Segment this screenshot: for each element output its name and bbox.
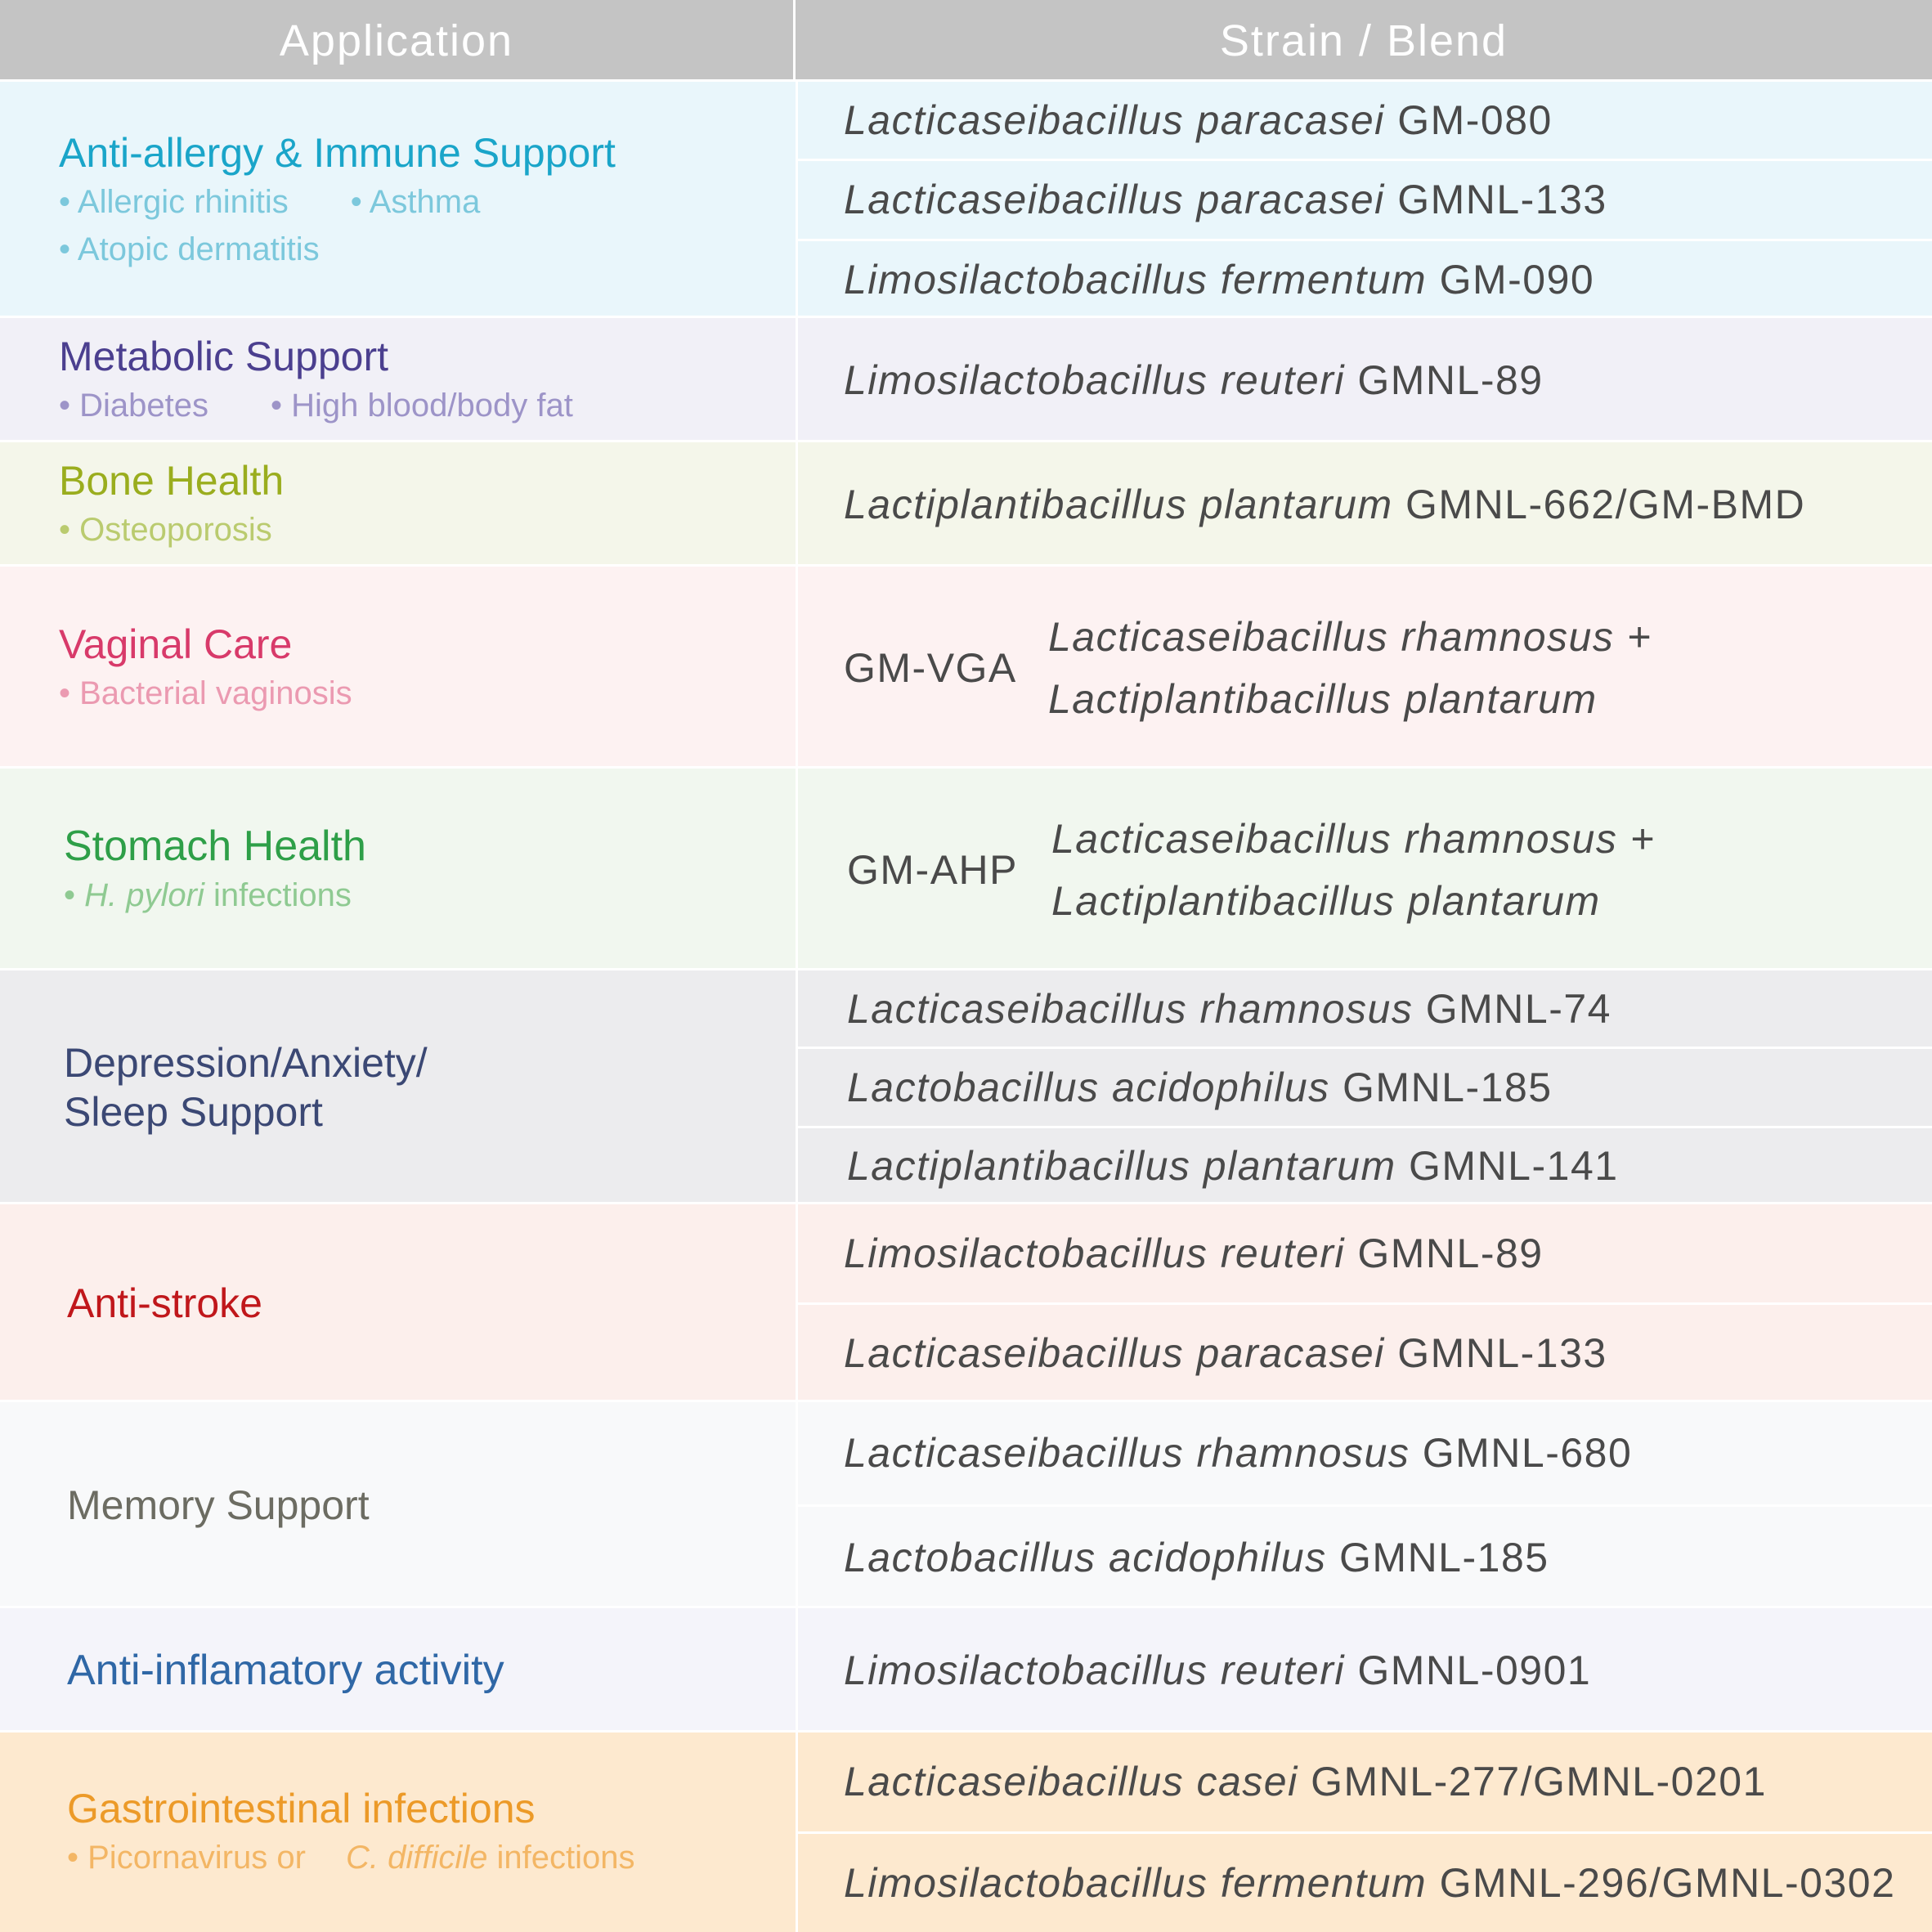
strain-row: Limosilactobacillus reuteri GMNL-89 (844, 357, 1544, 403)
strain-row: Lacticaseibacillus paracasei GM-080 (844, 97, 1553, 144)
column-header-application: Application (0, 0, 793, 82)
strain-cell (796, 318, 1932, 442)
strain-row: Limosilactobacillus fermentum GM-090 (798, 239, 1932, 318)
application-bullets (59, 670, 793, 716)
application-title: Bone Health (59, 458, 285, 504)
strain-row: Lactobacillus acidophilus GMNL-185 (798, 1504, 1932, 1609)
application-bullets (59, 383, 793, 428)
bullet-item: • Asthma (350, 183, 481, 220)
application-title: Depression/Anxiety/ (64, 1040, 428, 1086)
strain-cell (796, 1402, 1932, 1608)
application-cell (0, 1402, 793, 1608)
application-title-line2: Sleep Support (64, 1089, 323, 1135)
application-cell (0, 1204, 793, 1402)
blend-row (798, 769, 1932, 970)
bullet-item: • Bacterial vaginosis (59, 675, 352, 711)
application-cell (0, 1733, 793, 1932)
bullet-item: • H. pylori infections (64, 876, 352, 913)
blend-row (798, 567, 1932, 769)
strain-cell (796, 970, 1932, 1204)
application-cell (0, 567, 793, 769)
application-title: Memory Support (67, 1482, 370, 1528)
application-cell (0, 318, 793, 442)
application-bullets (64, 872, 793, 918)
application-title: Metabolic Support (59, 334, 389, 379)
application-title: Vaginal Care (59, 621, 293, 667)
application-bullets (59, 179, 793, 225)
strain-row: Lacticaseibacillus paracasei GMNL-133 (798, 159, 1932, 238)
group-anti-inflammatory (0, 1606, 1932, 1733)
group-gastrointestinal (0, 1730, 1932, 1932)
strain-row: Limosilactobacillus reuteri GMNL-0901 (844, 1647, 1592, 1693)
application-cell (0, 970, 793, 1204)
group-anti-allergy (0, 79, 1932, 318)
application-bullets (67, 1835, 793, 1880)
application-bullets (59, 226, 793, 272)
strain-cell (796, 1204, 1932, 1402)
bullet-item: • Diabetes (59, 388, 208, 424)
blend-strains: Lacticaseibacillus rhamnosus + Lactiplantibacillus plantarum (1048, 613, 1652, 722)
bullet-item: • Allergic rhinitis (59, 183, 289, 220)
application-title: Stomach Health (64, 822, 366, 870)
strain-cell (796, 1608, 1932, 1733)
strain-row: Lacticaseibacillus paracasei GMNL-133 (798, 1302, 1932, 1403)
strain-row: Limosilactobacillus reuteri GMNL-89 (844, 1230, 1544, 1276)
strain-row: Limosilactobacillus fermentum GMNL-296/GMNL-0302 (798, 1831, 1932, 1932)
application-title: Gastrointestinal infections (67, 1786, 536, 1831)
bullet-item: • Osteoporosis (59, 512, 272, 548)
blend-code: GM-AHP (847, 846, 1018, 893)
strain-cell (796, 567, 1932, 769)
blend-code: GM-VGA (844, 644, 1017, 691)
application-cell (0, 769, 793, 970)
strain-row: Lactiplantibacillus plantarum GMNL-662/GM-BMD (844, 482, 1806, 527)
application-title: Anti-allergy & Immune Support (59, 129, 616, 176)
group-vaginal-care (0, 564, 1932, 769)
group-memory-support (0, 1400, 1932, 1608)
bullet-item: • Atopic dermatitis (59, 231, 320, 267)
column-header-strain: Strain / Blend (796, 0, 1932, 82)
blend-strains: Lacticaseibacillus rhamnosus + Lactiplantibacillus plantarum (1051, 815, 1656, 924)
bullet-item: • High blood/body fat (271, 388, 573, 424)
application-title: Anti-inflamatory activity (67, 1647, 504, 1694)
group-stomach-health (0, 766, 1932, 970)
application-cell (0, 82, 793, 318)
group-bone-health (0, 440, 1932, 567)
group-metabolic (0, 316, 1932, 442)
application-title: Anti-stroke (67, 1280, 262, 1326)
strain-row: Lacticaseibacillus rhamnosus GMNL-74 (847, 985, 1611, 1032)
application-cell (0, 1608, 793, 1733)
strain-cell (796, 82, 1932, 318)
strain-row: Lactobacillus acidophilus GMNL-185 (798, 1047, 1932, 1125)
strain-cell (796, 1733, 1932, 1932)
strain-row: Lacticaseibacillus rhamnosus GMNL-680 (844, 1430, 1633, 1477)
bullet-item: • Picornavirus or C. difficile infections (67, 1840, 635, 1876)
strain-cell (796, 769, 1932, 970)
group-depression-sleep (0, 968, 1932, 1204)
strain-row: Lactiplantibacillus plantarum GMNL-141 (798, 1126, 1932, 1204)
application-cell (0, 442, 793, 567)
strain-cell (796, 442, 1932, 567)
strain-row: Lacticaseibacillus casei GMNL-277/GMNL-0201 (844, 1759, 1767, 1805)
application-bullets (59, 507, 793, 553)
group-anti-stroke (0, 1202, 1932, 1402)
